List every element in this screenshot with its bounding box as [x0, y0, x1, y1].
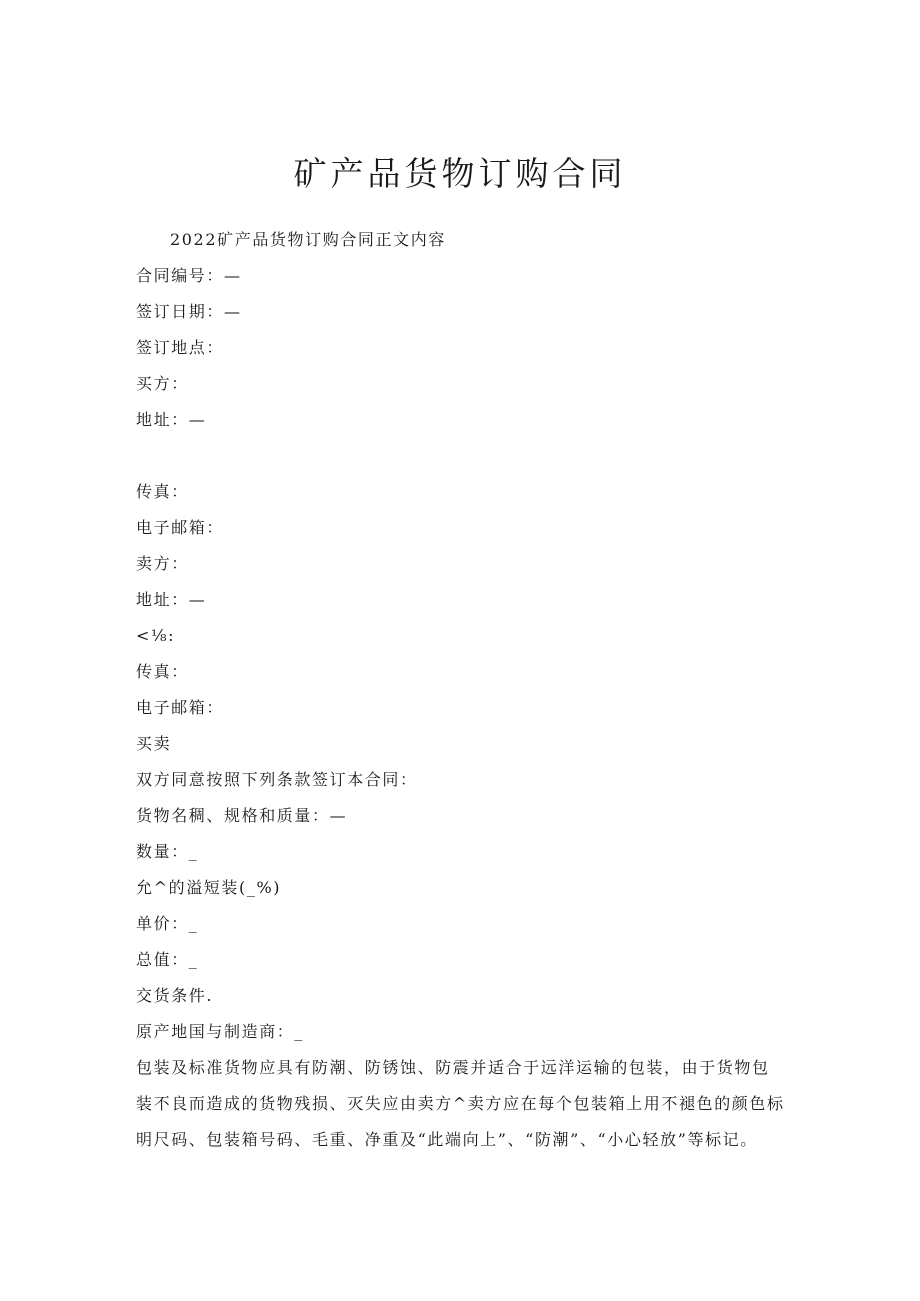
- total-value-field: 总值：_: [136, 950, 199, 969]
- agreement-line: 双方同意按照下列条款签订本合同：: [136, 770, 418, 789]
- origin-field: 原产地国与制造商：_: [136, 1022, 305, 1041]
- seller-field: 卖方：: [136, 554, 189, 573]
- sign-place-field: 签订地点：: [136, 338, 225, 357]
- seller-email-field: 电子邮箱：: [136, 698, 225, 717]
- buy-sell-line: 买卖: [136, 734, 172, 753]
- buyer-field: 买方：: [136, 374, 189, 393]
- document-title: 矿产品货物订购合同: [293, 154, 627, 193]
- delivery-terms-field: 交货条件.: [136, 986, 214, 1005]
- sign-date-field: 签订日期：—: [136, 302, 242, 321]
- unit-price-field: 单价：_: [136, 914, 199, 933]
- packing-clause-paragraph: 包装及标准货物应具有防潮、防锈蚀、防震并适合于远洋运输的包装，由于货物包装不良而造成的货物残损、灭失应由卖方^卖方应在每个包装箱上用不褪色的颜色标明尺码、包装箱号码、毛重、净重及“此端向上”、“防潮”、“小心轻放”等标记。: [136, 1058, 785, 1149]
- seller-garbled-field: <⅛:: [136, 626, 176, 645]
- tolerance-field: 允^的溢短装(_%): [136, 878, 282, 897]
- buyer-email-field: 电子邮箱：: [136, 518, 225, 537]
- quantity-field: 数量：_: [136, 842, 199, 861]
- contract-no-field: 合同编号：—: [136, 266, 242, 285]
- seller-address-field: 地址：—: [136, 590, 207, 609]
- buyer-fax-field: 传真：: [136, 482, 189, 501]
- goods-name-field: 货物名稠、规格和质量：—: [136, 806, 348, 825]
- buyer-address-field: 地址：—: [136, 410, 207, 429]
- seller-fax-field: 传真：: [136, 662, 189, 681]
- intro-line: 2022矿产品货物订购合同正文内容: [170, 230, 446, 249]
